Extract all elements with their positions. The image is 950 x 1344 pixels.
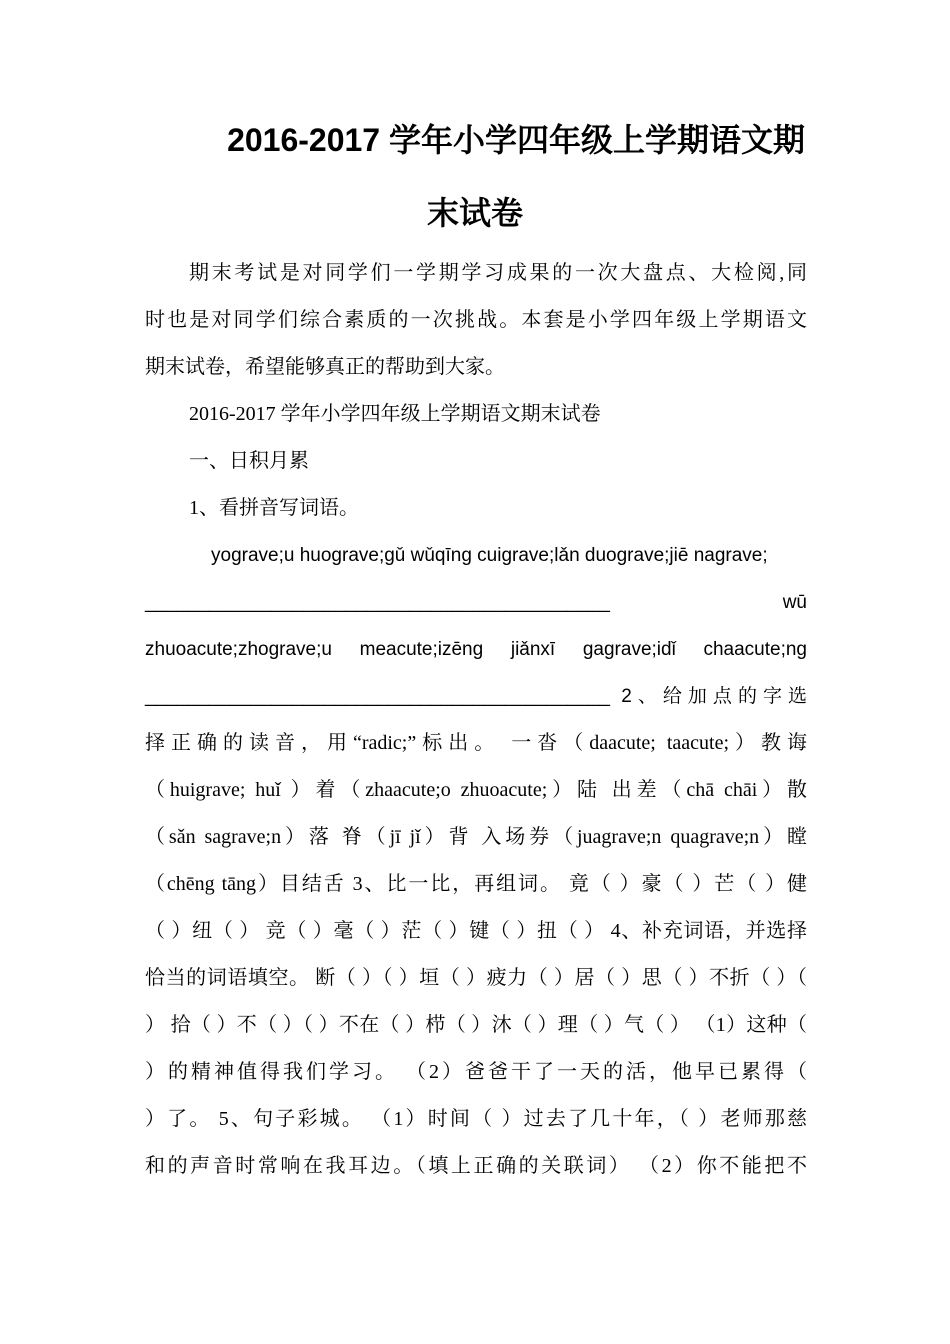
document-body [145, 250, 807, 1190]
document-title-line-2: 末试卷 [426, 195, 523, 231]
question-text-line: ）的精神值得我们学习。 （2）爸爸干了一天的活，他早已累得（ [145, 1061, 807, 1083]
question-text-line: 择正确的读音，用“radic;”标出。 一沓（daacute; taacute;）教诲 [145, 732, 807, 754]
exam-subtitle: 2016-2017 学年小学四年级上学期语文期末试卷 [189, 403, 601, 425]
question-text-line: （sǎn sagrave;n）落 脊（jī jǐ）背 入场券（juagrave;n quagrave;n）瞠 [145, 826, 807, 848]
document-title-line-1: 2016-2017 学年小学四年级上学期语文期 [227, 122, 805, 158]
question-1-label: 1、看拼音写词语。 [189, 497, 359, 519]
question-text-line: （huigrave; huǐ ）着（zhaacute;o zhuoacute;）陆 出差（chā chāi）散 [145, 779, 807, 801]
question-text-line: （ ）纽（ ） 竞（ ）毫（ ）茫（ ）键（ ）扭（ ） 4、补充词语，并选择 [145, 920, 807, 942]
answer-blank-line: ____________________________________________ 2、给加点的字选 [145, 686, 807, 707]
intro-line: 期末试卷，希望能够真正的帮助到大家。 [145, 356, 505, 378]
intro-line: 期末考试是对同学们一学期学习成果的一次大盘点、大检阅,同 [189, 262, 807, 284]
section-heading: 一、日积月累 [189, 450, 309, 472]
question-text-line: ）了。 5、句子彩城。 （1）时间（ ）过去了几十年，（ ）老师那慈 [145, 1108, 807, 1130]
answer-blank-line: ____________________________________________ wū [145, 592, 807, 613]
pinyin-line: zhuoacute;zhograve;u meacute;izēng jiǎnxī gagrave;idǐ chaacute;ng [145, 639, 807, 660]
question-text-line: 和的声音时常响在我耳边。（填上正确的关联词） （2）你不能把不 [145, 1155, 807, 1177]
question-text-line: ） 拾（ ）不（ ）（ ）不在（ ）栉（ ）沐（ ）理（ ）气（ ） （1）这种（ [145, 1014, 807, 1036]
question-text-line: 恰当的词语填空。 断（ ）（ ）垣（ ）疲力（ ）居（ ）思（ ）不折（ ）（ [145, 967, 807, 989]
question-text-line: （chēng tāng）目结舌 3、比一比，再组词。 竟（ ）豪（ ）芒（ ）健 [145, 873, 807, 895]
pinyin-line: yograve;u huograve;gǔ wǔqīng cuigrave;lǎn duograve;jiē nagrave; [211, 545, 768, 566]
intro-line: 时也是对同学们综合素质的一次挑战。本套是小学四年级上学期语文 [145, 309, 807, 331]
